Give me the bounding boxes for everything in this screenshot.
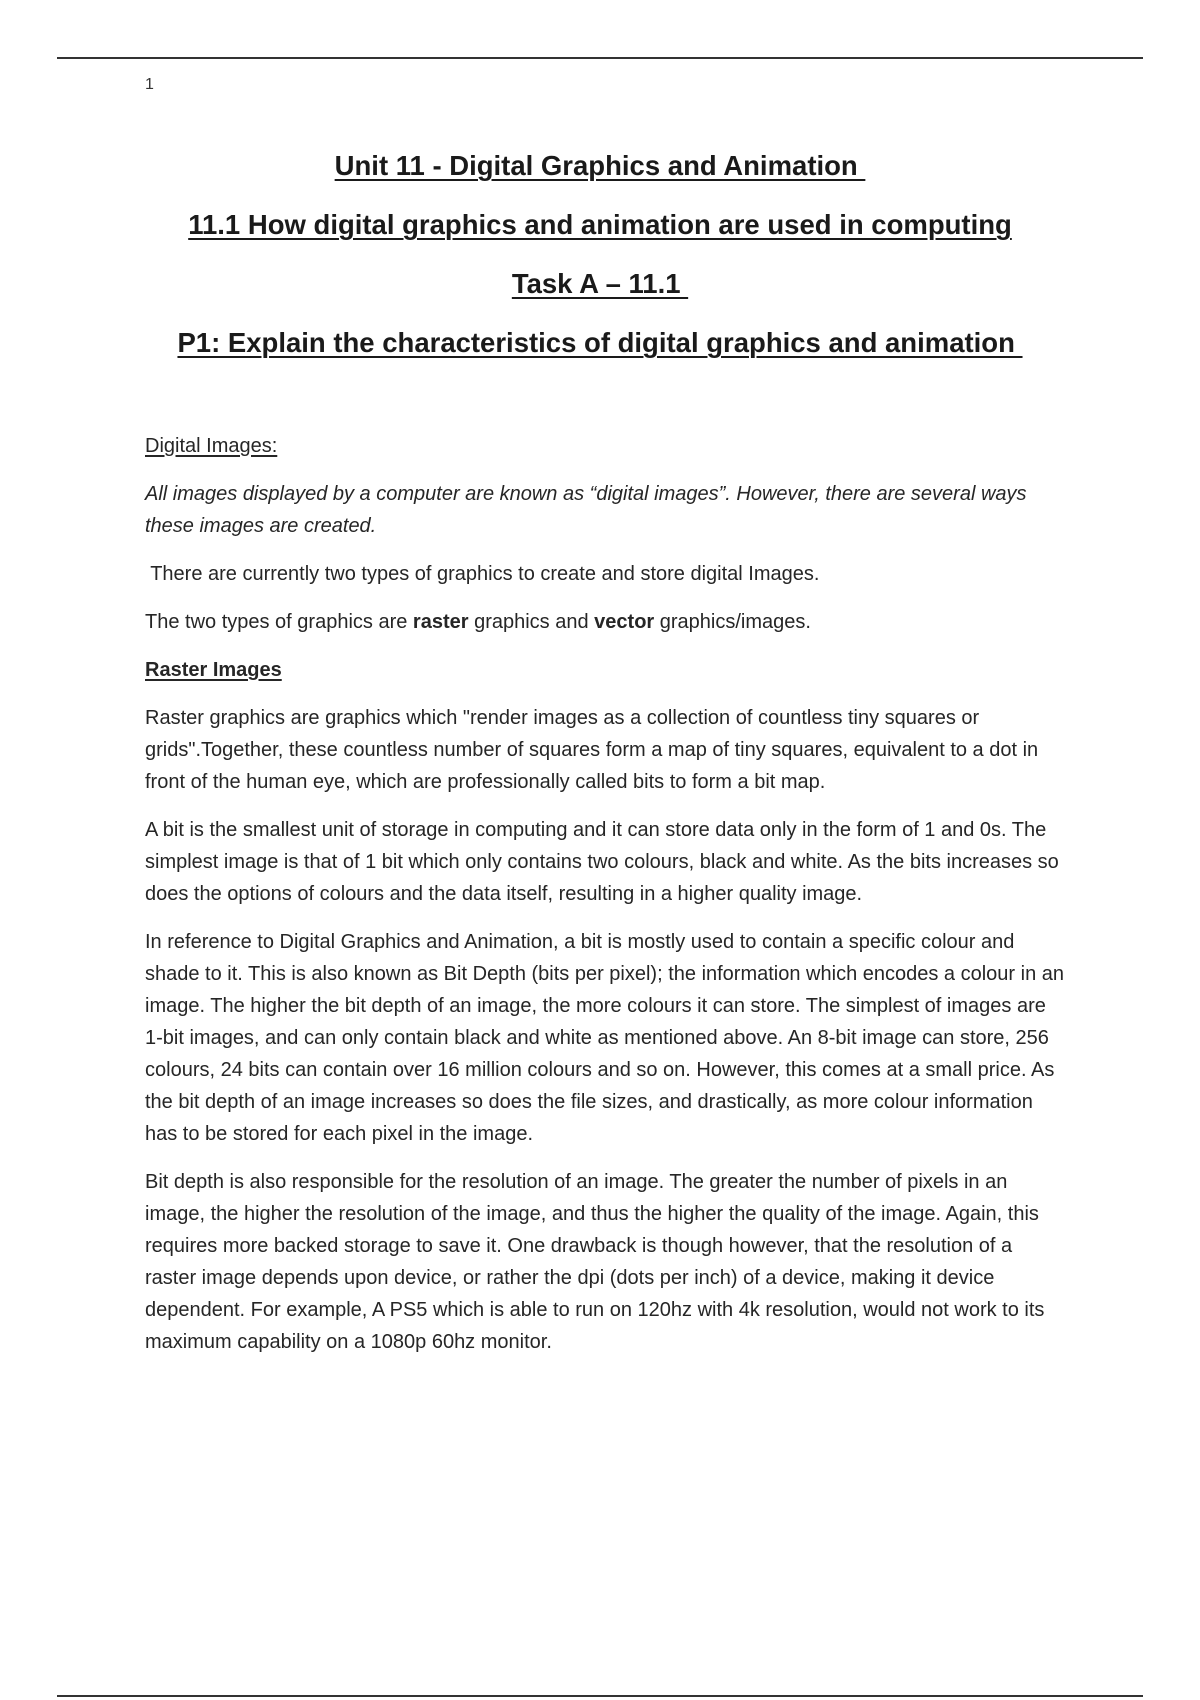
two-types-prefix: The two types of graphics are (145, 611, 413, 633)
intro-paragraph: All images displayed by a computer are known as “digital images”. However, there are several ways these images are created. (145, 483, 1027, 537)
document-body (145, 430, 1065, 1374)
raster-heading-paragraph (145, 654, 1065, 686)
section-title: 11.1 How digital graphics and animation are used in computing (188, 209, 1012, 240)
body-paragraph: A bit is the smallest unit of storage in computing and it can store data only in the form of 1 and 0s. The simplest image is that of 1 bit which only contains two colours, black and white. As the bits increases so does the options of colours and the data itself, resulting in a higher quality image. (145, 819, 1059, 905)
document-headings (0, 146, 1200, 382)
body-paragraph: Raster graphics are graphics which "render images as a collection of countless tiny squares or grids".Together, these countless number of squares form a map of tiny squares, equivalent to a dot in front of the human eye, which are professionally called bits to form a bit map. (145, 707, 1039, 793)
digital-images-label: Digital Images: (145, 435, 278, 457)
vector-term: vector (594, 611, 655, 633)
footer-rule (57, 1695, 1143, 1697)
body-paragraph: Bit depth is also responsible for the resolution of an image. The greater the number of pixels in an image, the higher the resolution of the image, and thus the higher the quality of the image. Again, this requires more backed storage to save it. One drawback is though however, that the resolution of a raster image depends upon device, or rather the dpi (dots per inch) of a device, making it device dependent. For example, A PS5 which is able to run on 120hz with 4k resolution, would not work to its maximum capability on a 1080p 60hz monitor. (145, 1171, 1045, 1353)
task-title: Task A – 11.1 (511, 268, 689, 299)
types-sentence: There are currently two types of graphics to create and store digital Images. (145, 563, 820, 585)
unit-title: Unit 11 - Digital Graphics and Animation (334, 150, 866, 181)
body-paragraph: In reference to Digital Graphics and Animation, a bit is mostly used to contain a specific colour and shade to it. This is also known as Bit Depth (bits per pixel); the information which encodes a colour in an image. The higher the bit depth of an image, the more colours it can store. The simplest of images are 1-bit images, and can only contain black and white as mentioned above. An 8-bit image can store, 256 colours, 24 bits can contain over 16 million colours and so on. However, this comes at a small price. As the bit depth of an image increases so does the file sizes, and drastically, as more colour information has to be stored for each pixel in the image. (145, 931, 1064, 1145)
raster-term: raster (412, 611, 469, 633)
criterion-title: P1: Explain the characteristics of digital graphics and animation (177, 327, 1023, 358)
two-types-sentence (145, 606, 1065, 638)
two-types-suffix: graphics/images. (654, 611, 811, 633)
raster-images-heading: Raster Images (145, 659, 282, 681)
page-number: 1 (145, 76, 154, 93)
header-rule (57, 57, 1143, 59)
two-types-middle: graphics and (468, 611, 595, 633)
digital-images-label-paragraph (145, 430, 1065, 462)
